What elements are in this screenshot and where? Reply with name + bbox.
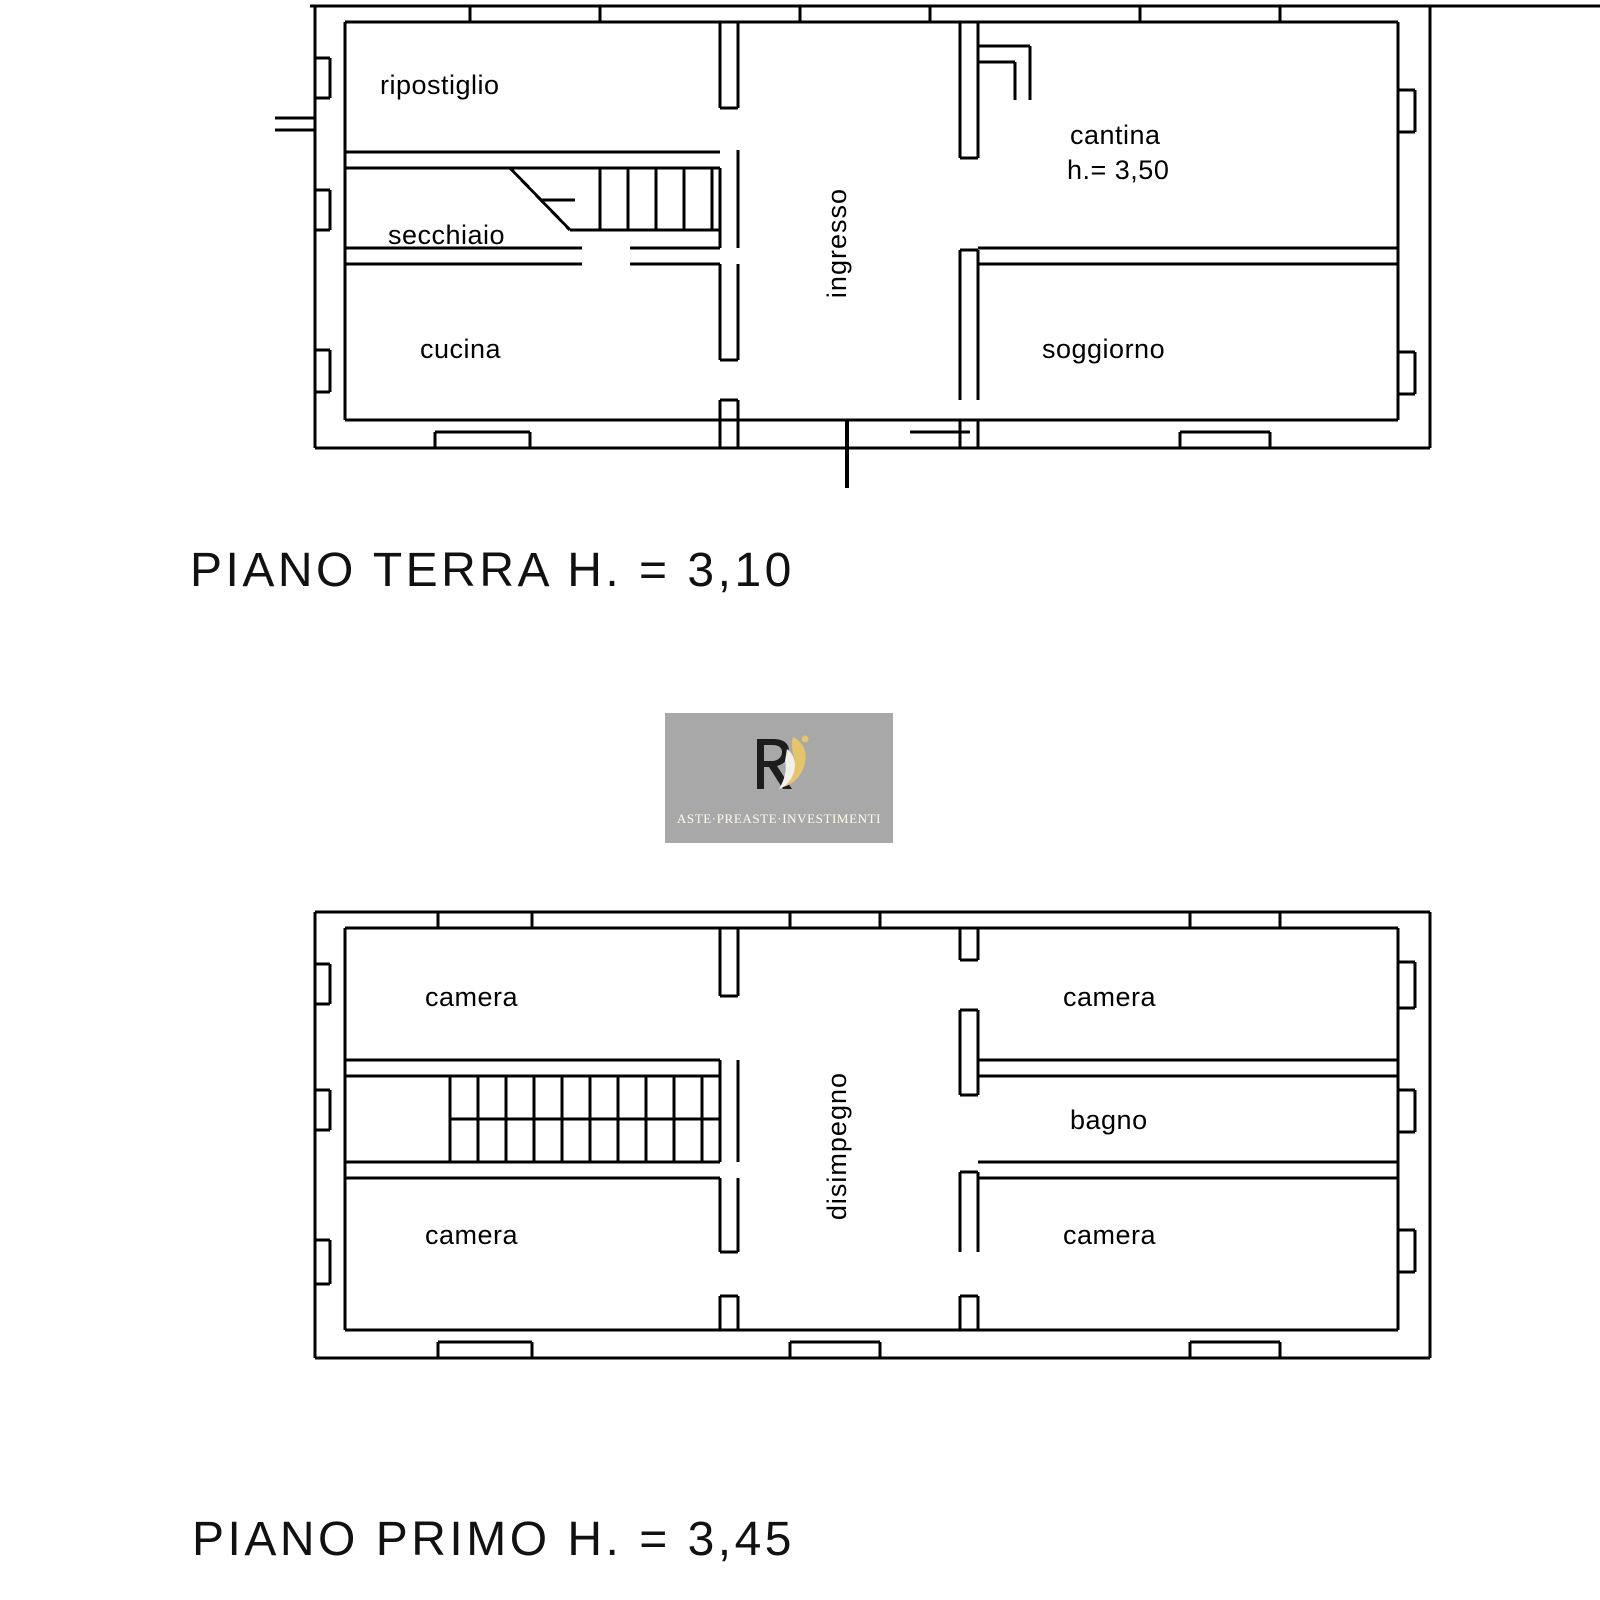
room-label-soggiorno: soggiorno: [1042, 334, 1166, 364]
room-label-cantina: cantina: [1070, 120, 1161, 150]
company-logo: [665, 713, 893, 843]
logo-caption: ASTE·PREASTE·INVESTIMENTI: [676, 811, 882, 826]
room-label-camera-top-right: camera: [1063, 982, 1157, 1012]
first-floor-caption: PIANO PRIMO H. = 3,45: [192, 1513, 795, 1566]
room-label-ripostiglio: ripostiglio: [380, 70, 500, 100]
room-label-camera-bottom-left: camera: [425, 1220, 519, 1250]
room-label-bagno: bagno: [1070, 1105, 1148, 1135]
ground-floor-caption: PIANO TERRA H. = 3,10: [190, 544, 795, 597]
first-floor-plan: [270, 900, 1470, 1370]
room-label-ingresso: ingresso: [822, 188, 852, 299]
ground-floor-plan: [270, 0, 1600, 500]
first-floor-drawing: [270, 900, 1470, 1370]
room-label-camera-top-left: camera: [425, 982, 519, 1012]
logo-monogram-icon: [665, 719, 893, 805]
room-label-cantina-height: h.= 3,50: [1067, 155, 1170, 185]
room-label-secchiaio: secchiaio: [388, 220, 506, 250]
room-label-disimpegno: disimpegno: [822, 1072, 852, 1221]
room-label-camera-bottom-right: camera: [1063, 1220, 1157, 1250]
room-label-cucina: cucina: [420, 334, 502, 364]
